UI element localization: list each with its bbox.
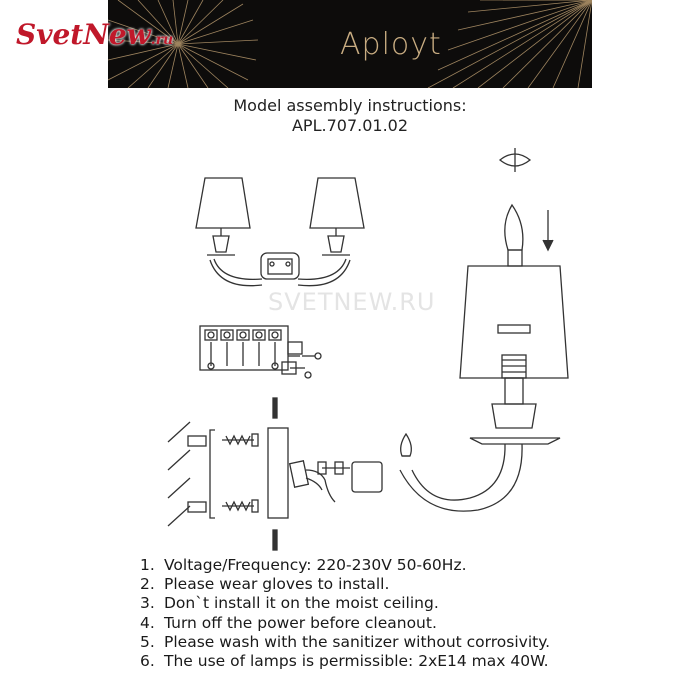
instruction-number: 3. [140, 594, 155, 613]
instruction-item [140, 652, 550, 671]
instruction-text: Please wash with the sanitizer without corrosivity. [164, 632, 551, 651]
instruction-text: Voltage/Frequency: 220-230V 50-60Hz. [164, 556, 467, 574]
instruction-number: 1. [140, 556, 155, 574]
wall-mounting [168, 398, 288, 550]
instruction-text: Turn off the power before cleanout. [164, 613, 437, 632]
wiring [290, 461, 382, 502]
instruction-number: 4. [140, 613, 155, 632]
instruction-number: 5. [140, 632, 155, 651]
instruction-text: Please wear gloves to install. [164, 575, 390, 594]
side-view-lamp [400, 148, 568, 511]
watermark-text: SVETNEW.RU [268, 288, 436, 316]
brand-name: Aployt [340, 27, 442, 62]
instruction-number: 2. [140, 575, 155, 594]
watermark-logo-suffix: .ru [150, 32, 174, 48]
front-view-lamp [196, 178, 364, 286]
instruction-item [140, 633, 550, 652]
watermark-logo-main: SvetNew [16, 18, 151, 51]
instruction-item [140, 614, 550, 633]
instruction-number: 6. [140, 652, 155, 671]
instruction-list [140, 556, 550, 671]
instruction-text: Don`t install it on the moist ceiling. [164, 594, 439, 613]
instruction-item [140, 594, 550, 613]
model-code: APL.707.01.02 [291, 116, 409, 135]
terminal-block [200, 326, 321, 378]
instruction-item [140, 575, 550, 594]
instruction-item [140, 556, 550, 575]
title-line-1: Model assembly instructions: [233, 96, 467, 115]
instruction-text: The use of lamps is permissible: 2xE14 max 40W. [164, 652, 549, 671]
